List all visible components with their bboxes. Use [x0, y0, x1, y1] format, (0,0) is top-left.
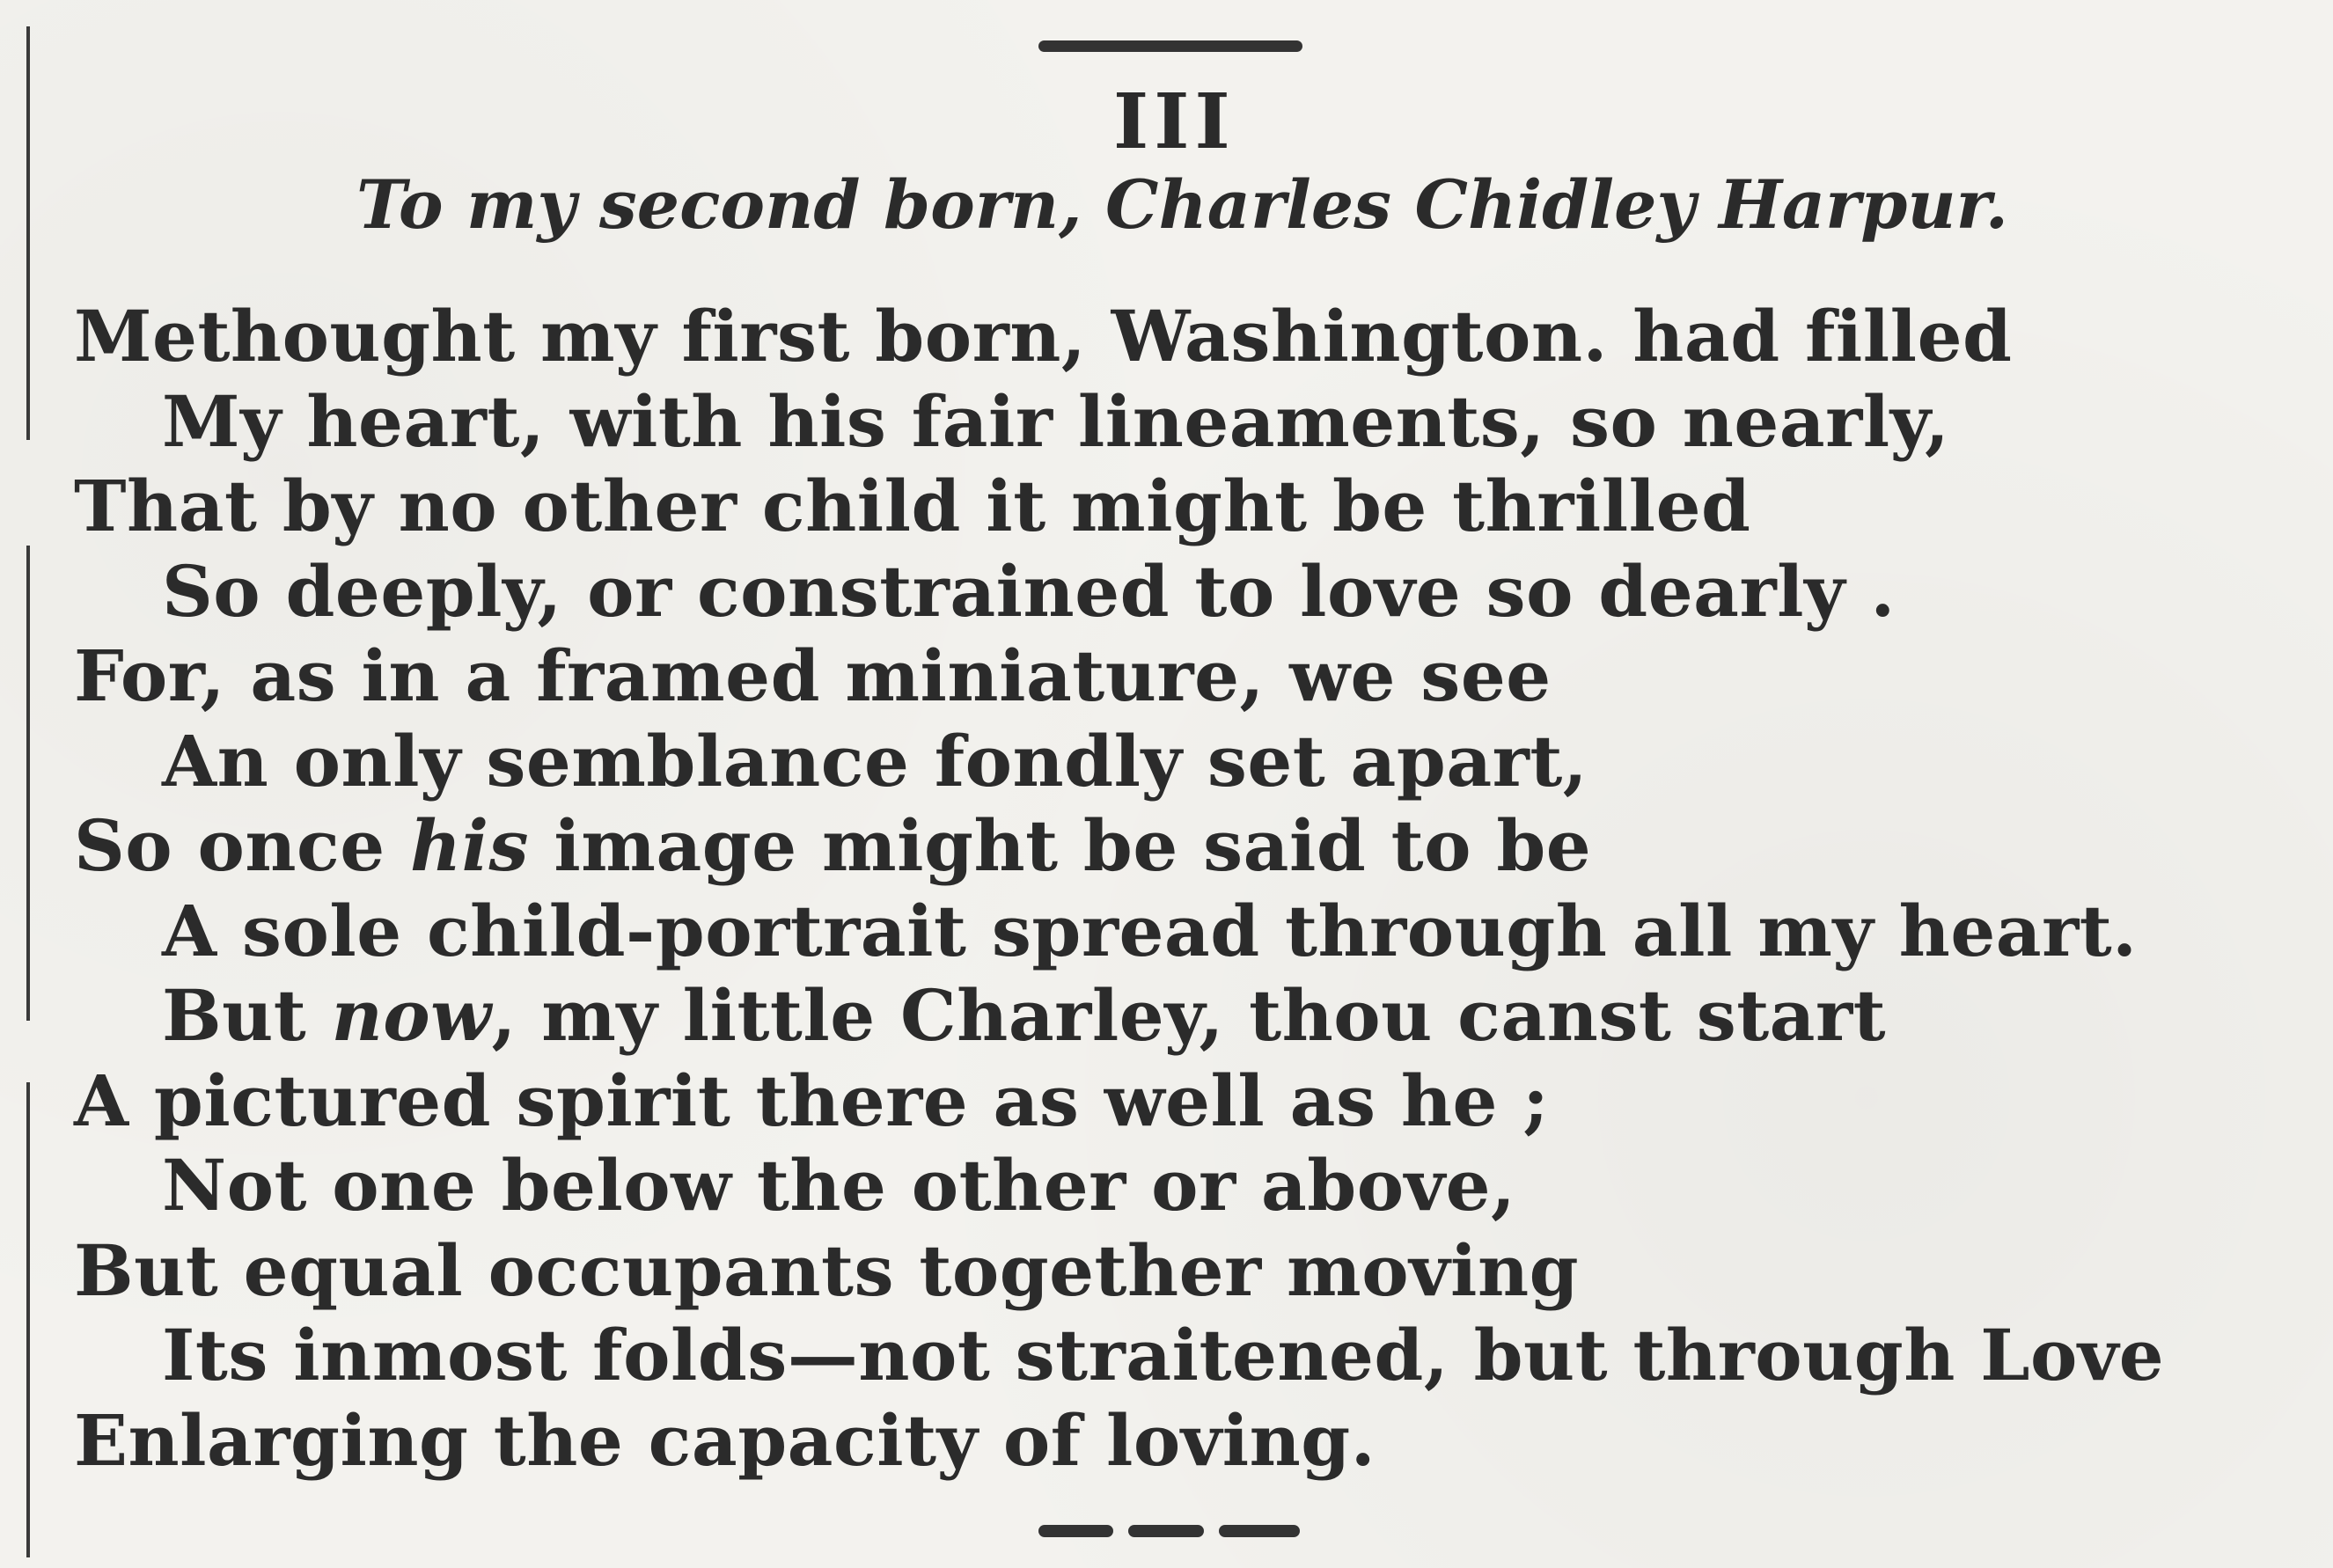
- poem-line: [74, 379, 2230, 465]
- poem-body: [74, 294, 2230, 1483]
- poem-line: [74, 803, 2230, 889]
- poem-text: For, as in a framed miniature, we see: [74, 634, 1552, 717]
- poem-text: Enlarging the capacity of loving.: [74, 1398, 1376, 1482]
- poem-text: But equal occupants together moving: [74, 1228, 1580, 1312]
- poem-line: [74, 889, 2230, 974]
- dedication-line: To my second born, Charles Chidley Harpur.: [356, 165, 2009, 244]
- poem-text: image might be said to be: [529, 804, 1592, 887]
- poem-line: [74, 464, 2230, 549]
- column-rule: [26, 1082, 30, 1557]
- poem-line: [74, 719, 2230, 804]
- poem-text: A sole child-portrait spread through all my heart.: [162, 889, 2138, 972]
- poem-line: [74, 973, 2230, 1059]
- poem-line: [74, 549, 2230, 634]
- poem-line: [74, 1398, 2230, 1484]
- poem-text: So once: [74, 804, 410, 887]
- poem-line: [74, 294, 2230, 379]
- column-rule: [26, 546, 30, 1021]
- section-divider-bottom: [1038, 1525, 1113, 1537]
- poem-line: [74, 1313, 2230, 1398]
- section-divider-bottom: [1128, 1525, 1204, 1537]
- poem-text: A pictured spirit there as well as he ;: [74, 1059, 1550, 1142]
- poem-line: [74, 1143, 2230, 1228]
- poem-text: An only semblance fondly set apart,: [162, 719, 1588, 802]
- section-divider-top: [1038, 40, 1302, 52]
- section-numeral: III: [1113, 77, 1236, 166]
- poem-line: [74, 1059, 2230, 1144]
- poem-text: , my little Charley, thou canst start: [491, 974, 1887, 1057]
- poem-text: So deeply, or constrained to love so dearly .: [162, 549, 1896, 633]
- section-divider-bottom: [1219, 1525, 1300, 1537]
- poem-text: But: [162, 974, 332, 1057]
- column-rule: [26, 26, 30, 440]
- poem-text: Not one below the other or above,: [162, 1144, 1516, 1227]
- poem-emphasis: his: [409, 804, 530, 887]
- poem-line: [74, 634, 2230, 719]
- poem-text: That by no other child it might be thrilled: [74, 465, 1751, 547]
- poem-line: [74, 1228, 2230, 1314]
- poem-text: Its inmost folds—not straitened, but through Love: [162, 1314, 2165, 1396]
- poem-emphasis: now: [331, 974, 492, 1057]
- poem-text: My heart, with his fair lineaments, so nearly,: [162, 379, 1950, 463]
- poem-text: Methought my first born, Washington. had filled: [74, 295, 2013, 377]
